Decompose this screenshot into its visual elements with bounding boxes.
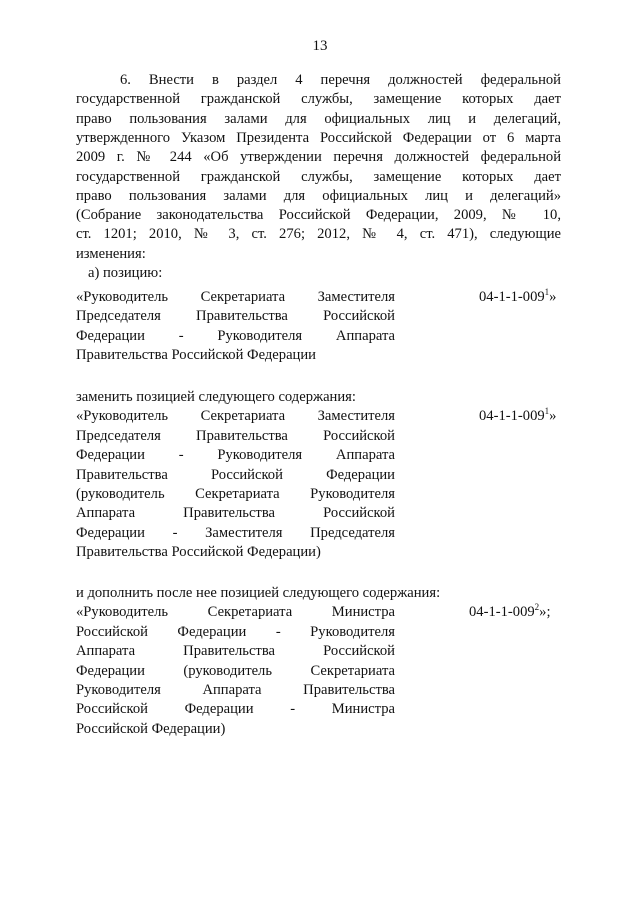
- code-suffix: »: [549, 408, 557, 424]
- block1-line-2: Председателя Правительства Российской: [76, 308, 395, 324]
- block1-code: [479, 288, 556, 307]
- block3-line-3: Аппарата Правительства Российской: [76, 643, 395, 659]
- block1-line-1: «Руководитель Секретариата Заместителя: [76, 289, 395, 305]
- block2-line-8: Правительства Российской Федерации): [76, 544, 321, 560]
- block3-line-1: «Руководитель Секретариата Министра: [76, 604, 395, 620]
- page-number: 13: [312, 38, 328, 54]
- intro-line-2: государственной гражданской службы, замещение которых дает: [76, 91, 561, 107]
- item-a: а) позицию:: [88, 265, 163, 281]
- intro-line-3: право пользования залами для официальных лиц и делегаций,: [76, 111, 561, 127]
- code-value: 04-1-1-009: [469, 604, 535, 620]
- intro-line-5: 2009 г. № 244 «Об утверждении перечня должностей федеральной: [76, 149, 561, 165]
- block2-line-5: (руководитель Секретариата Руководителя: [76, 486, 395, 502]
- block2-line-4: Правительства Российской Федерации: [76, 467, 395, 483]
- code-superscript: 2: [534, 602, 540, 612]
- intro-line-8: (Собрание законодательства Российской Федерации, 2009, № 10,: [76, 207, 561, 223]
- intro-line-10: изменения:: [76, 246, 146, 262]
- code-suffix: »;: [539, 604, 551, 620]
- code-superscript: 1: [544, 287, 550, 297]
- code-value: 04-1-1-009: [479, 289, 545, 305]
- intro-line-7: право пользования залами для официальных лиц и делегаций»: [76, 188, 561, 204]
- block3-line-5: Руководителя Аппарата Правительства: [76, 682, 395, 698]
- replace-instruction: заменить позицией следующего содержания:: [76, 389, 356, 405]
- code-value: 04-1-1-009: [479, 408, 545, 424]
- block2-line-6: Аппарата Правительства Российской: [76, 505, 395, 521]
- block1-line-3: Федерации - Руководителя Аппарата: [76, 328, 395, 344]
- intro-line-4: утвержденного Указом Президента Российской Федерации от 6 марта: [76, 130, 561, 146]
- code-suffix: »: [549, 289, 557, 305]
- block2-line-1: «Руководитель Секретариата Заместителя: [76, 408, 395, 424]
- intro-line-9: ст. 1201; 2010, № 3, ст. 276; 2012, № 4, ст. 471), следующие: [76, 226, 561, 242]
- intro-line-6: государственной гражданской службы, замещение которых дает: [76, 169, 561, 185]
- block3-line-6: Российской Федерации - Министра: [76, 701, 395, 717]
- block3-code: [469, 603, 551, 622]
- block1-line-4: Правительства Российской Федерации: [76, 347, 316, 363]
- block2-line-3: Федерации - Руководителя Аппарата: [76, 447, 395, 463]
- block2-line-2: Председателя Правительства Российской: [76, 428, 395, 444]
- code-superscript: 1: [544, 406, 550, 416]
- block3-line-4: Федерации (руководитель Секретариата: [76, 663, 395, 679]
- intro-line-1: 6. Внести в раздел 4 перечня должностей федеральной: [120, 72, 561, 88]
- block2-line-7: Федерации - Заместителя Председателя: [76, 525, 395, 541]
- add-instruction: и дополнить после нее позицией следующего содержания:: [76, 585, 441, 601]
- block3-line-7: Российской Федерации): [76, 721, 226, 737]
- block2-code: [479, 407, 556, 426]
- block3-line-2: Российской Федерации - Руководителя: [76, 624, 395, 640]
